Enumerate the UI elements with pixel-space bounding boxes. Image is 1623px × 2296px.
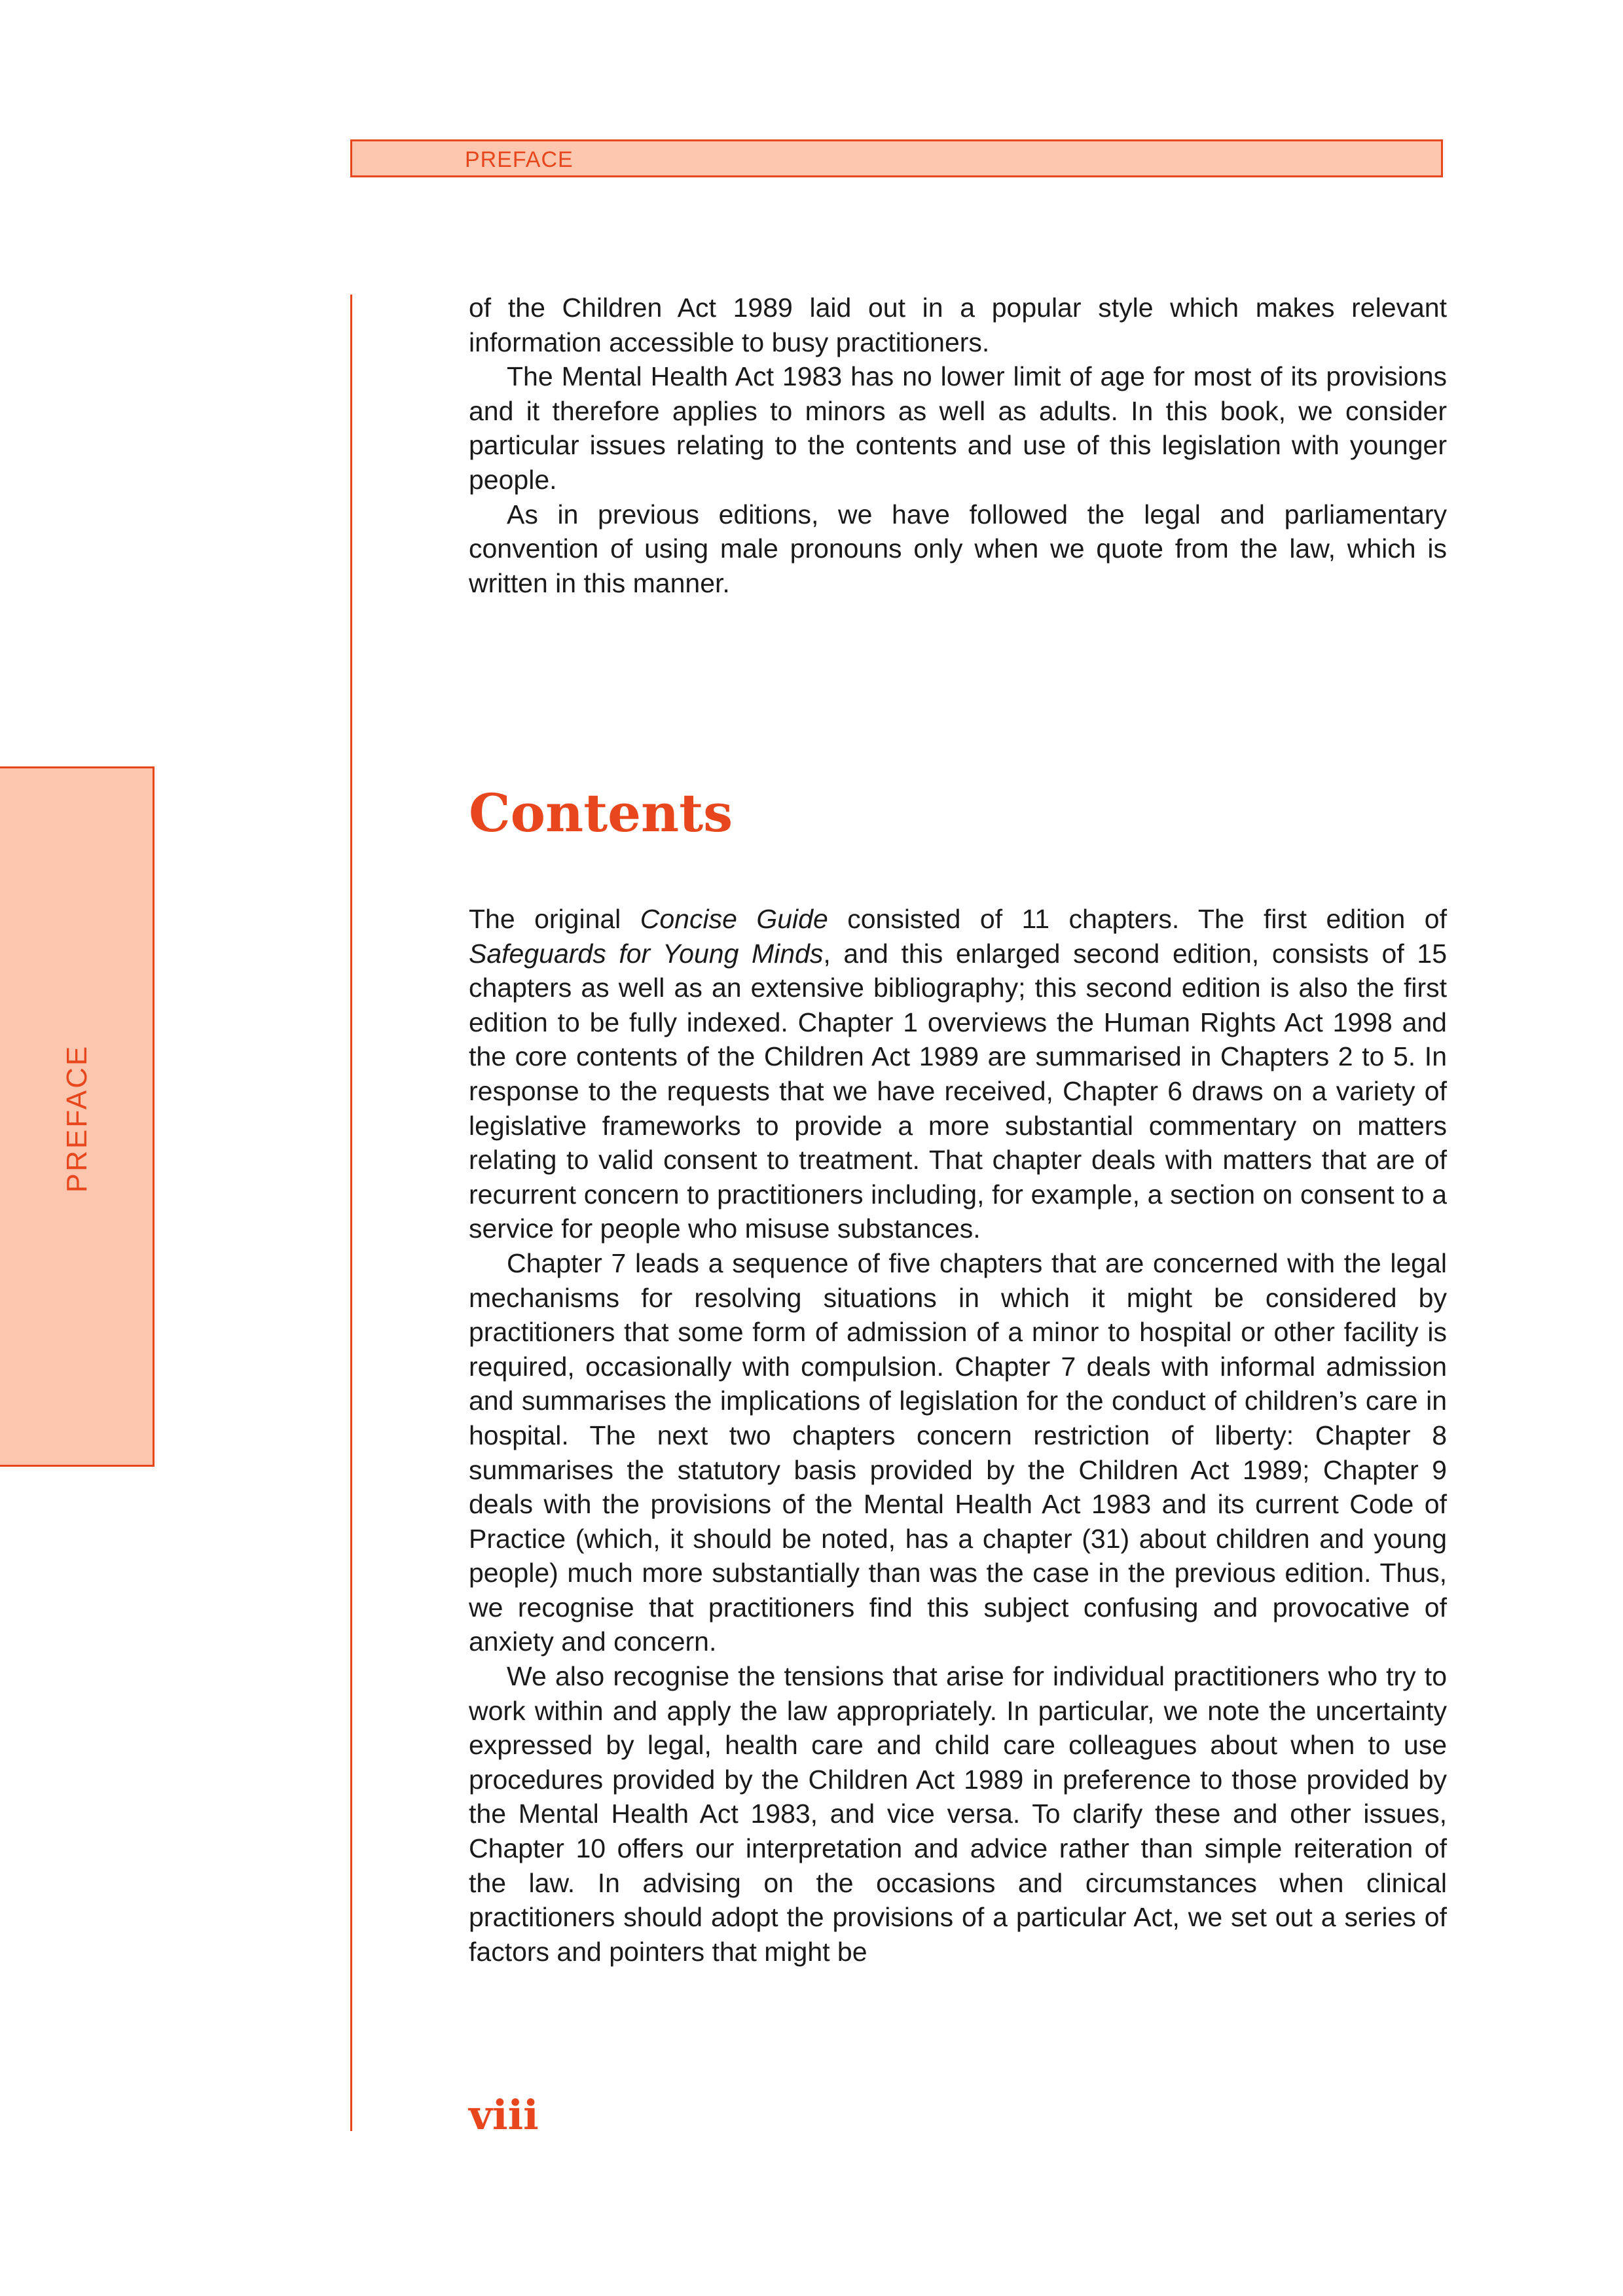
side-tab-label: PREFACE <box>61 1044 93 1193</box>
paragraph-chapter-seven: Chapter 7 leads a sequence of five chapters that are concerned with the legal mechanisms for resolving situations in which it might be considered by practitioners that some form of admission of a minor to hospital or other facility is required, occasionally with compulsion. Chapter 7 deals with informal admission and summarises the implications of legislation for the conduct of children’s care in hospital. The next two chapters concern restriction of liberty: Chapter 8 summarises the statutory basis provided by the Children Act 1989; Chapter 9 deals with the provisions of the Mental Health Act 1983 and its current Code of Practice (which, it should be noted, has a chapter (31) about children and young people) much more substantially than was the case in the previous edition. Thus, we recognise that practitioners find this subject confusing and provocative of anxiety and concern. <box>469 1247 1447 1657</box>
paragraph-pronoun-convention: As in previous editions, we have followed the legal and parliamentary convention of using male pronouns only when we quote from the law, which is written in this manner. <box>469 499 1447 598</box>
contents-p1-seg3: , and this enlarged second edition, consists of 15 chapters as well as an extensive bibliography; this second edition is also the first edition to be fully indexed. Chapter 1 overviews the Human Rights Act 1998 and the core contents of the Children Act 1989 are summarised in Chapters 2 to 5. In response to the requests that we have received, Chapter 6 draws on a variety of legislative frameworks to provide a more substantial commentary on matters relating to valid consent to treatment. That chapter deals with matters that are of recurrent concern to practitioners including, for example, a section on consent to a service for people who misuse substances. <box>469 938 1447 1244</box>
paragraph-mental-health-act: The Mental Health Act 1983 has no lower limit of age for most of its provisions and it therefore applies to minors as well as adults. In this book, we consider particular issues relating to the contents and use of this legislation with younger people. <box>469 361 1447 495</box>
contents-p1-seg1: The original <box>469 904 640 934</box>
page-number: viii <box>469 2091 539 2139</box>
margin-rule <box>350 295 352 2131</box>
running-header <box>350 139 1443 177</box>
book-title-concise-guide: Concise Guide <box>640 904 828 934</box>
side-tab <box>0 766 155 1467</box>
paragraph-continuation: of the Children Act 1989 laid out in a popular style which makes relevant information accessible to busy practitioners. <box>469 293 1447 357</box>
book-title-safeguards: Safeguards for Young Minds <box>469 938 824 969</box>
contents-heading: Contents <box>469 782 733 844</box>
paragraph-contents-overview <box>469 902 1447 1246</box>
running-header-title: PREFACE <box>465 147 574 172</box>
contents-p1-seg2: consisted of 11 chapters. The first edition of <box>828 904 1448 934</box>
contents-text-block <box>469 902 1447 1969</box>
top-text-block <box>469 291 1447 600</box>
paragraph-tensions: We also recognise the tensions that arise for individual practitioners who try to work within and apply the law appropriately. In particular, we note the uncertainty expressed by legal, health care and child care colleagues about when to use procedures provided by the Children Act 1989 in preference to those provided by the Mental Health Act 1983, and vice versa. To clarify these and other issues, Chapter 10 offers our interpretation and advice rather than simple reiteration of the law. In advising on the occasions and circumstances when clinical practitioners should adopt the provisions of a particular Act, we set out a series of factors and pointers that might be <box>469 1661 1447 1967</box>
